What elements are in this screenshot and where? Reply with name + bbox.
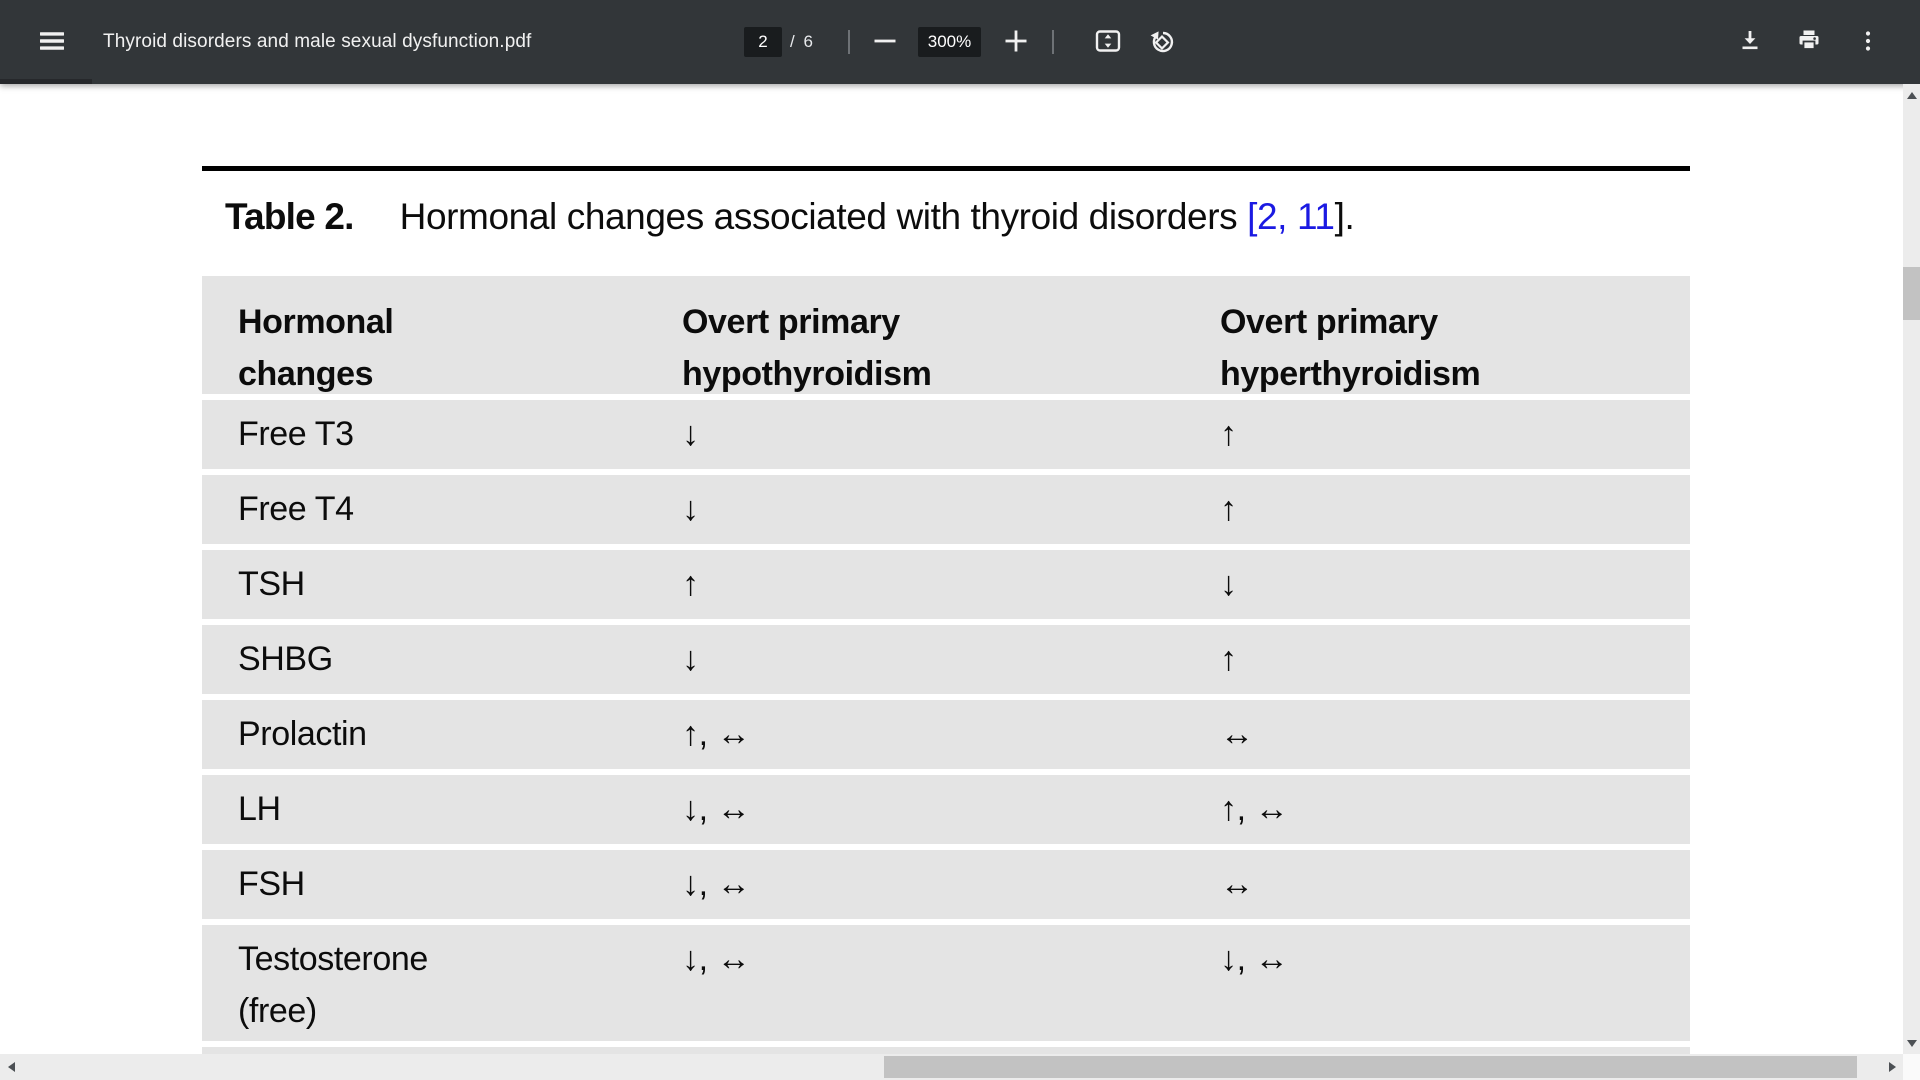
- rotate-button[interactable]: [1141, 20, 1185, 64]
- table-row: [202, 700, 1690, 769]
- download-icon: [1735, 26, 1765, 59]
- horizontal-scrollbar[interactable]: [0, 1054, 1903, 1080]
- cell-hyperthyroidism-value: ↑, ↔: [1220, 790, 1289, 828]
- hormonal-changes-table: [202, 276, 1690, 1059]
- hormone-label: Prolactin: [238, 715, 367, 753]
- printer-icon: [1794, 26, 1824, 59]
- table-row: [202, 925, 1690, 1041]
- up-arrow-icon: [1907, 92, 1917, 99]
- toolbar-separator: [1052, 30, 1054, 54]
- caption-text: Hormonal changes associated with thyroid disorders: [399, 196, 1248, 237]
- three-dot-menu-icon: [1853, 26, 1883, 59]
- cell-hypothyroidism-value: ↓: [682, 415, 699, 453]
- table-row: [202, 775, 1690, 844]
- table-row: [202, 400, 1690, 469]
- hamburger-icon: [37, 26, 67, 59]
- hormone-label: LH: [238, 790, 281, 828]
- fit-page-button[interactable]: [1086, 20, 1130, 64]
- pdf-toolbar: [0, 0, 1920, 84]
- header-cell-hormonal-changes: Hormonal changes: [238, 303, 394, 393]
- table-body: [202, 400, 1690, 1041]
- plus-icon: [1001, 26, 1031, 59]
- page-number-input[interactable]: [744, 27, 782, 57]
- hormone-label: Free T4: [238, 490, 354, 528]
- scrollbar-corner: [1903, 1054, 1920, 1080]
- table-row: [202, 625, 1690, 694]
- menu-button[interactable]: [30, 20, 74, 64]
- hormone-label: Free T3: [238, 415, 354, 453]
- scroll-left-button[interactable]: [0, 1054, 22, 1080]
- hormone-label: TSH: [238, 565, 305, 603]
- rotate-ccw-icon: [1147, 25, 1179, 60]
- cell-hypothyroidism-value: ↑: [682, 565, 699, 603]
- zoom-out-button[interactable]: [863, 20, 907, 64]
- hormone-label: Testosterone (free): [238, 940, 428, 1030]
- zoom-in-button[interactable]: [994, 20, 1038, 64]
- page-count-label: / 6: [790, 32, 815, 51]
- right-arrow-icon: [1889, 1062, 1896, 1072]
- citation-link[interactable]: [2, 11: [1247, 196, 1335, 237]
- toolbar-shadow-edge: [0, 79, 92, 84]
- download-button[interactable]: [1728, 20, 1772, 64]
- table-row: [202, 550, 1690, 619]
- header-cell-hyperthyroidism: Overt primary hyperthyroidism: [1220, 303, 1481, 393]
- cell-hyperthyroidism-value: ↓, ↔: [1220, 940, 1289, 978]
- more-actions-button[interactable]: [1846, 20, 1890, 64]
- toolbar-separator: [848, 30, 850, 54]
- cell-hyperthyroidism-value: ↔: [1220, 715, 1254, 753]
- down-arrow-icon: [1907, 1040, 1917, 1047]
- cell-hypothyroidism-value: ↓, ↔: [682, 940, 751, 978]
- table-row: [202, 850, 1690, 919]
- cell-hypothyroidism-value: ↓: [682, 640, 699, 678]
- table-caption: [225, 196, 1725, 238]
- cell-hypothyroidism-value: ↓, ↔: [682, 790, 751, 828]
- cell-hypothyroidism-value: ↑, ↔: [682, 715, 751, 753]
- vertical-scroll-thumb[interactable]: [1903, 267, 1920, 320]
- scroll-up-button[interactable]: [1903, 84, 1920, 106]
- hormone-label: SHBG: [238, 640, 333, 678]
- table-top-rule: [202, 166, 1690, 171]
- minus-icon: [870, 26, 900, 59]
- table-header-row: [202, 276, 1690, 394]
- cell-hyperthyroidism-value: ↔: [1220, 865, 1254, 903]
- caption-label: Table 2.: [225, 196, 354, 237]
- scroll-down-button[interactable]: [1903, 1032, 1920, 1054]
- zoom-level-field[interactable]: 300%: [918, 27, 981, 57]
- document-title: Thyroid disorders and male sexual dysfunction.pdf: [103, 31, 532, 52]
- cell-hyperthyroidism-value: ↑: [1220, 490, 1237, 528]
- horizontal-scroll-thumb[interactable]: [884, 1056, 1857, 1078]
- print-button[interactable]: [1787, 20, 1831, 64]
- scroll-right-button[interactable]: [1881, 1054, 1903, 1080]
- header-cell-hypothyroidism: Overt primary hypothyroidism: [682, 303, 932, 393]
- vertical-scrollbar[interactable]: [1903, 84, 1920, 1054]
- cell-hypothyroidism-value: ↓: [682, 490, 699, 528]
- caption-suffix: ].: [1334, 196, 1355, 237]
- left-arrow-icon: [8, 1062, 15, 1072]
- hormone-label: FSH: [238, 865, 305, 903]
- table-row: [202, 475, 1690, 544]
- cell-hyperthyroidism-value: ↑: [1220, 415, 1237, 453]
- cell-hypothyroidism-value: ↓, ↔: [682, 865, 751, 903]
- cell-hyperthyroidism-value: ↑: [1220, 640, 1237, 678]
- fit-page-icon: [1092, 25, 1124, 60]
- cell-hyperthyroidism-value: ↓: [1220, 565, 1237, 603]
